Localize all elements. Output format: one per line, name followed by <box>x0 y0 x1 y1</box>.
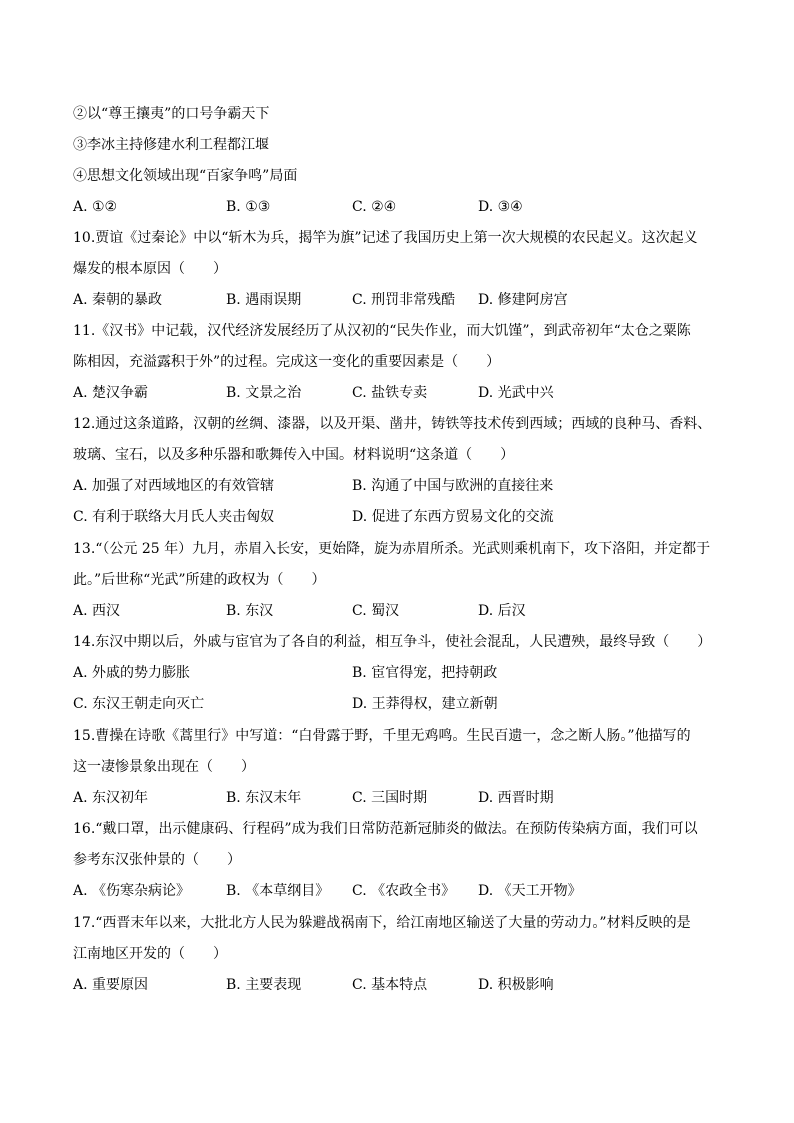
question-text: 参考东汉张仲景的（ ） <box>73 852 241 868</box>
option-b: B. 沟通了中国与欧洲的直接往来 <box>352 478 554 494</box>
option-b: B. 文景之治 <box>226 385 302 401</box>
option-b: B. 主要表现 <box>226 977 302 993</box>
option-c: C. ②④ <box>352 199 397 215</box>
question-text: 12.通过这条道路，汉朝的丝绸、漆器，以及开渠、凿井，铸铁等技术传到西域；西域的良种马、香料、 <box>73 416 712 432</box>
option-a: A. ①② <box>73 199 118 215</box>
question-text: 玻璃、宝石，以及多种乐器和歌舞传入中国。材料说明“这条道（ ） <box>73 447 515 463</box>
option-d: D. 光武中兴 <box>478 385 554 401</box>
question-text: 14.东汉中期以后，外戚与宦官为了各自的利益，相互争斗，使社会混乱，人民遭殃，最终导致（ ） <box>73 634 712 650</box>
option-a: A. 秦朝的暴政 <box>73 292 163 308</box>
option-c: C. 基本特点 <box>352 977 428 993</box>
option-d: D. 王莽得权，建立新朝 <box>352 696 498 712</box>
question-text: 此。”后世称“光武”所建的政权为（ ） <box>73 572 326 588</box>
option-c: C. 《农政全书》 <box>352 883 456 899</box>
option-d: D. 后汉 <box>478 603 526 619</box>
option-b: B. 《本草纲目》 <box>226 883 330 899</box>
option-a: A. 楚汉争霸 <box>73 385 149 401</box>
option-a: A. 重要原因 <box>73 977 149 993</box>
option-b: B. 东汉 <box>226 603 274 619</box>
carryover-item: ③李冰主持修建水利工程都江堰 <box>73 137 269 153</box>
option-b: B. 宦官得宠，把持朝政 <box>352 665 498 681</box>
question-text: 13.“（公元 25 年）九月，赤眉入长安，更始降，旋为赤眉所杀。光武则乘机南下，攻下洛阳，并定都于 <box>73 541 711 557</box>
option-c: C. 东汉王朝走向灭亡 <box>73 696 205 712</box>
question-text: 这一凄惨景象出现在（ ） <box>73 759 255 775</box>
option-b: B. 东汉末年 <box>226 790 302 806</box>
option-a: A. 加强了对西域地区的有效管辖 <box>73 478 275 494</box>
option-d: D. 促进了东西方贸易文化的交流 <box>352 509 554 525</box>
carryover-item: ④思想文化领域出现“百家争鸣”局面 <box>73 168 298 184</box>
question-text: 江南地区开发的（ ） <box>73 946 227 962</box>
carryover-item: ②以“尊王攘夷”的口号争霸天下 <box>73 106 270 122</box>
option-d: D. 修建阿房宫 <box>478 292 568 308</box>
question-text: 15.曹操在诗歌《蒿里行》中写道：“白骨露于野，千里无鸡鸣。生民百遗一，念之断人肠。”他描写的 <box>73 728 691 744</box>
option-d: D. 《天工开物》 <box>478 883 582 899</box>
option-c: C. 盐铁专卖 <box>352 385 428 401</box>
option-a: A. 西汉 <box>73 603 121 619</box>
option-b: B. ①③ <box>226 199 271 215</box>
option-a: A. 外戚的势力膨胀 <box>73 665 191 681</box>
option-a: A. 东汉初年 <box>73 790 149 806</box>
option-c: C. 有利于联络大月氏人夹击匈奴 <box>73 509 275 525</box>
option-b: B. 遇雨误期 <box>226 292 302 308</box>
question-text: 17.“西晋末年以来，大批北方人民为躲避战祸南下，给江南地区输送了大量的劳动力。”材料反映的是 <box>73 915 691 931</box>
option-a: A. 《伤寒杂病论》 <box>73 883 191 899</box>
option-c: C. 蜀汉 <box>352 603 400 619</box>
option-c: C. 三国时期 <box>352 790 428 806</box>
option-d: D. 西晋时期 <box>478 790 554 806</box>
question-text: 16.“戴口罩，出示健康码、行程码”成为我们日常防范新冠肺炎的做法。在预防传染病方面，我们可以 <box>73 821 698 837</box>
question-text: 11.《汉书》中记载，汉代经济发展经历了从汉初的“民失作业，而大饥馑”，到武帝初年“太仓之粟陈 <box>73 323 691 339</box>
option-d: D. ③④ <box>478 199 523 215</box>
question-text: 10.贾谊《过秦论》中以“斩木为兵，揭竿为旗”记述了我国历史上第一次大规模的农民起义。这次起义 <box>73 230 698 246</box>
option-d: D. 积极影响 <box>478 977 554 993</box>
option-c: C. 刑罚非常残酷 <box>352 292 456 308</box>
question-text: 陈相因，充溢露积于外”的过程。完成这一变化的重要因素是（ ） <box>73 354 501 370</box>
question-text: 爆发的根本原因（ ） <box>73 261 227 277</box>
